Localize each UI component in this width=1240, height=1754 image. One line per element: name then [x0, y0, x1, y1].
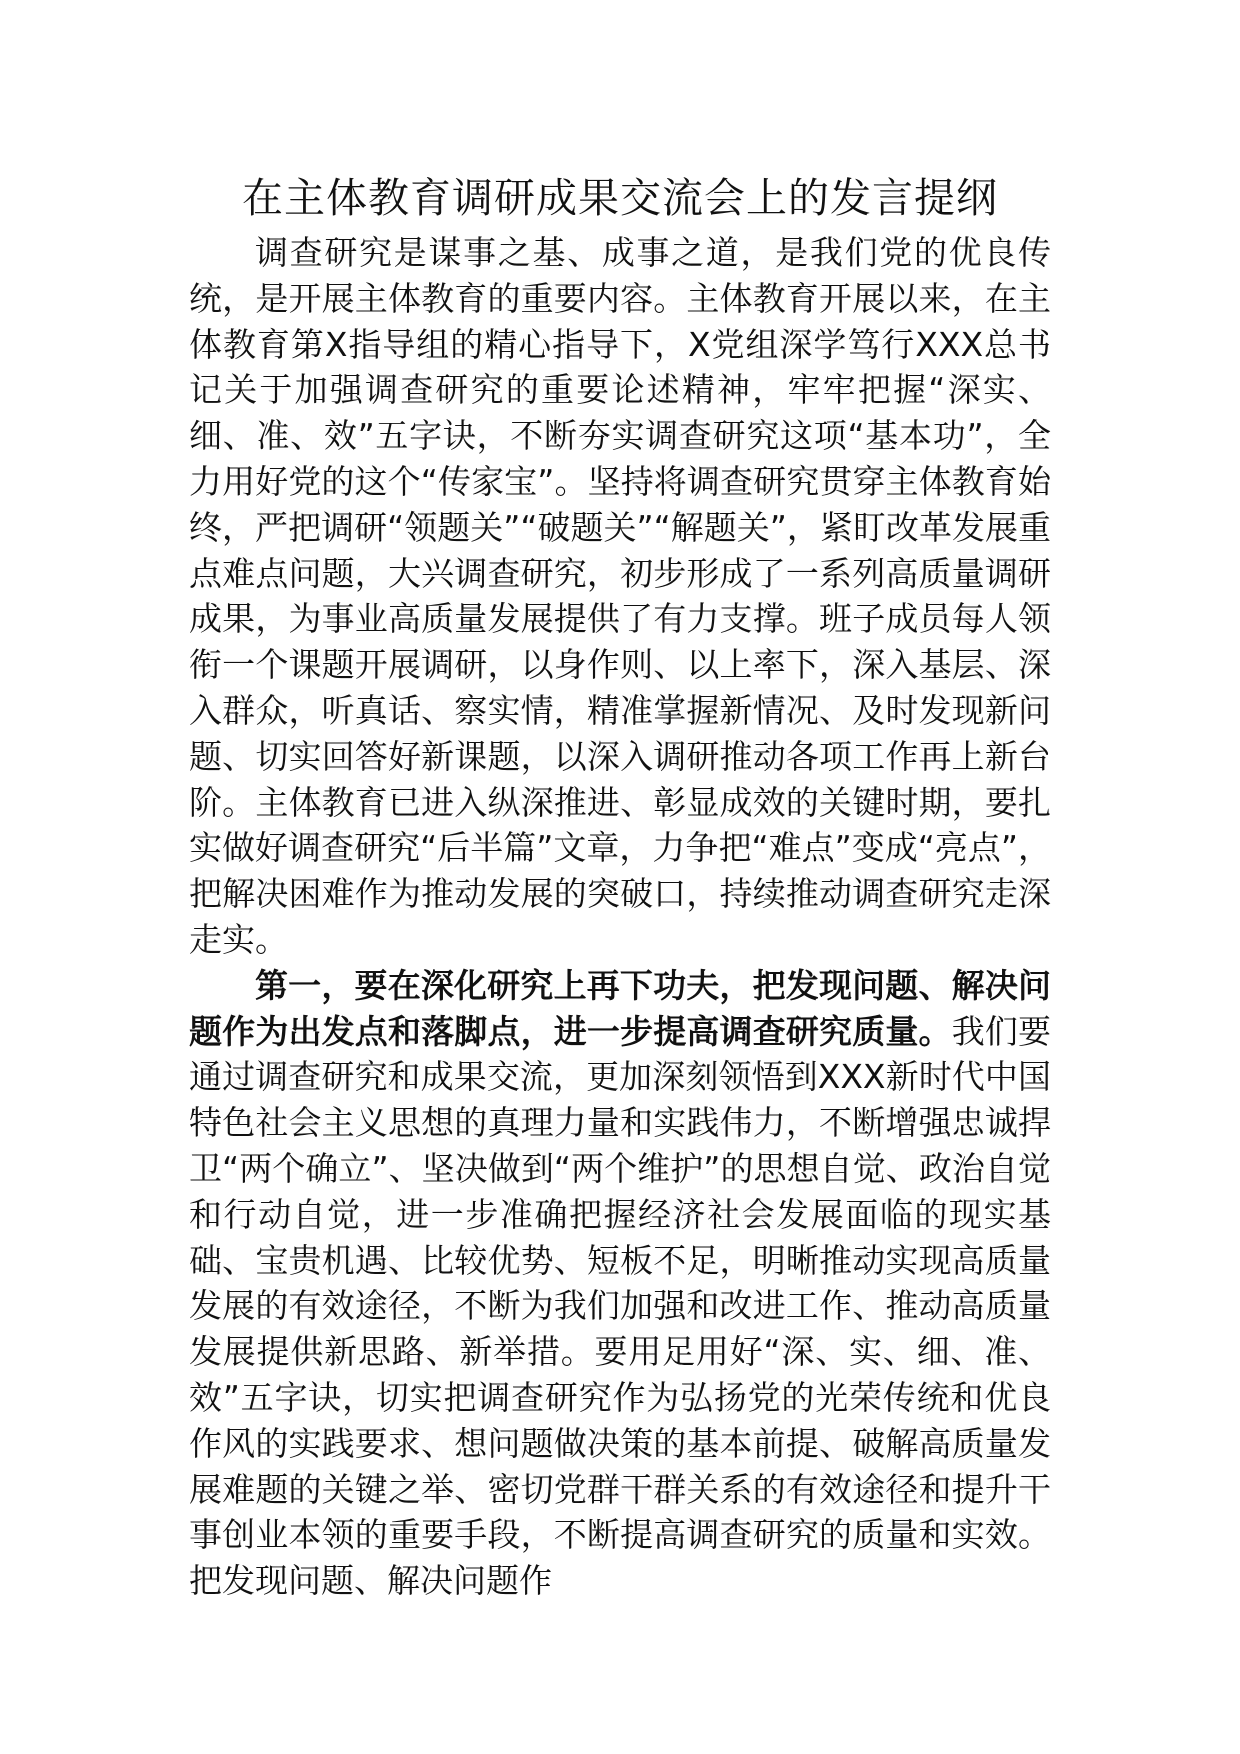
document-page — [189, 168, 1051, 1604]
document-title: 在主体教育调研成果交流会上的发言提纲 — [242, 174, 998, 222]
intro-paragraph — [189, 230, 1051, 963]
section-one-body-text: 我们要通过调查研究和成果交流，更加深刻领悟到XXX新时代中国特色社会主义思想的真理力量和实践伟力，不断增强忠诚捍卫“两个确立”、坚决做到“两个维护”的思想自觉、政治自觉和行动自觉，进一步准确把握经济社会发展面临的现实基础、宝贵机遇、比较优势、短板不足，明晰推动实现高质量发展的有效途径，不断为我们加强和改进工作、推动高质量发展提供新思路、新举措。要用足用好“深、实、细、准、效”五字诀，切实把调查研究作为弘扬党的光荣传统和优良作风的实践要求、想问题做决策的基本前提、破解高质量发展难题的关键之举、密切党群干群关系的有效途径和提升干事创业本领的重要手段，不断提高调查研究的质量和实效。把发现问题、解决问题作 — [189, 1011, 1052, 1601]
section-one-lead-sentence: 第一，要在深化研究上再下功夫，把发现问题、解决问题作为出发点和落脚点，进一步提高调查研究质量。 — [189, 965, 1051, 1051]
intro-paragraph-text: 调查研究是谋事之基、成事之道，是我们党的优良传统，是开展主体教育的重要内容。主体教育开展以来，在主体教育第X指导组的精心指导下，X党组深学笃行XXX总书记关于加强调查研究的重要论述精神，牢牢把握“深实、细、准、效”五字诀，不断夯实调查研究这项“基本功”，全力用好党的这个“传家宝”。坚持将调查研究贯穿主体教育始终，严把调研“领题关”“破题关”“解题关”，紧盯改革发展重点难点问题，大兴调查研究，初步形成了一系列高质量调研成果，为事业高质量发展提供了有力支撑。班子成员每人领衔一个课题开展调研，以身作则、以上率下，深入基层、深入群众，听真话、察实情，精准掌握新情况、及时发现新问题、切实回答好新课题，以深入调研推动各项工作再上新台阶。主体教育已进入纵深推进、彰显成效的关键时期，要扎实做好调查研究“后半篇”文章，力争把“难点”变成“亮点”，把解决困难作为推动发展的突破口，持续推动调查研究走深走实。 — [189, 233, 1051, 959]
section-one-paragraph — [189, 963, 1051, 1604]
